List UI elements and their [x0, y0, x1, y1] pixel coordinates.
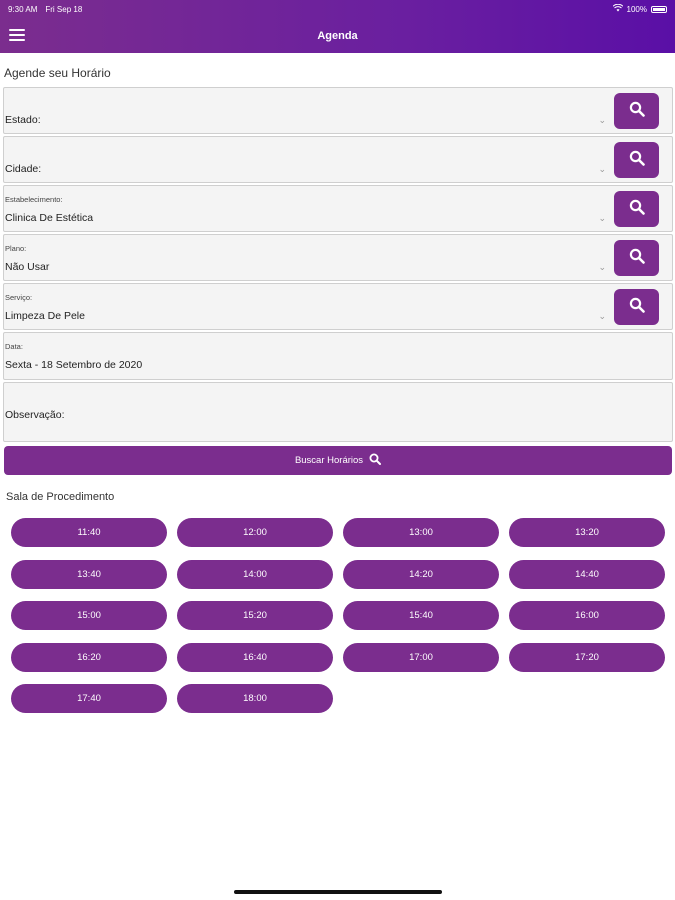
search-icon: [629, 199, 645, 220]
hamburger-menu-icon[interactable]: [9, 29, 25, 41]
chevron-down-icon: ⌄: [598, 164, 606, 174]
field-value: Não Usar: [5, 261, 50, 273]
form-field-5[interactable]: [3, 332, 673, 380]
search-button[interactable]: [614, 142, 659, 178]
time-slot-button[interactable]: 14:20: [343, 560, 499, 589]
field-value: Sexta - 18 Setembro de 2020: [5, 359, 143, 371]
form-field-0[interactable]: [3, 87, 673, 134]
time-slot-button[interactable]: 14:00: [177, 560, 333, 589]
chevron-down-icon: ⌄: [598, 115, 606, 125]
field-value: Limpeza De Pele: [5, 310, 85, 322]
time-slot-button[interactable]: 13:20: [509, 518, 665, 547]
time-slot-button[interactable]: 15:20: [177, 601, 333, 630]
field-value: Observação:: [5, 409, 65, 421]
time-slot-button[interactable]: 12:00: [177, 518, 333, 547]
search-icon: [629, 248, 645, 269]
time-slot-button[interactable]: 15:00: [11, 601, 167, 630]
field-label: Serviço:: [5, 293, 33, 302]
time-slot-button[interactable]: 16:40: [177, 643, 333, 672]
time-slot-button[interactable]: 13:40: [11, 560, 167, 589]
form-field-3[interactable]: [3, 234, 673, 281]
chevron-down-icon: ⌄: [598, 311, 606, 321]
home-indicator: [234, 890, 442, 894]
form-field-2[interactable]: [3, 185, 673, 232]
wifi-icon: [613, 4, 623, 14]
field-value: Cidade:: [5, 163, 42, 175]
field-label: Estabelecimento:: [5, 195, 63, 204]
time-slot-button[interactable]: 17:00: [343, 643, 499, 672]
search-button[interactable]: [614, 289, 659, 325]
field-label: Data:: [5, 342, 23, 351]
time-slot-button[interactable]: 11:40: [11, 518, 167, 547]
sala-section-title: Sala de Procedimento: [6, 491, 115, 503]
battery-percent: 100%: [626, 4, 647, 14]
time-slot-button[interactable]: 16:00: [509, 601, 665, 630]
field-value: Estado:: [5, 114, 41, 126]
search-icon: [629, 101, 645, 122]
page-title: Agenda: [317, 29, 358, 42]
form-field-4[interactable]: [3, 283, 673, 330]
field-label: Plano:: [5, 244, 27, 253]
time-slot-button[interactable]: 15:40: [343, 601, 499, 630]
status-time: 9:30 AM: [8, 4, 38, 14]
chevron-down-icon: ⌄: [598, 213, 606, 223]
search-button[interactable]: [614, 240, 659, 276]
form-field-6[interactable]: [3, 382, 673, 442]
search-button[interactable]: [614, 191, 659, 227]
search-button[interactable]: [614, 93, 659, 129]
status-date: Fri Sep 18: [45, 4, 83, 14]
time-slot-button[interactable]: 14:40: [509, 560, 665, 589]
time-slot-button[interactable]: 13:00: [343, 518, 499, 547]
field-value: Clinica De Estética: [5, 212, 94, 224]
time-slot-button[interactable]: 18:00: [177, 684, 333, 713]
nav-bar: [0, 18, 675, 53]
search-icon: [369, 453, 381, 468]
time-slot-button[interactable]: 17:40: [11, 684, 167, 713]
form-section-title: Agende seu Horário: [4, 66, 111, 80]
buscar-horarios-label: Buscar Horários: [294, 455, 364, 466]
time-slot-button[interactable]: 16:20: [11, 643, 167, 672]
search-icon: [629, 150, 645, 171]
chevron-down-icon: ⌄: [598, 262, 606, 272]
form-field-1[interactable]: [3, 136, 673, 183]
time-slot-button[interactable]: 17:20: [509, 643, 665, 672]
battery-icon: [651, 6, 667, 13]
status-bar: [0, 0, 675, 18]
buscar-horarios-button[interactable]: [4, 446, 672, 475]
search-icon: [629, 297, 645, 318]
